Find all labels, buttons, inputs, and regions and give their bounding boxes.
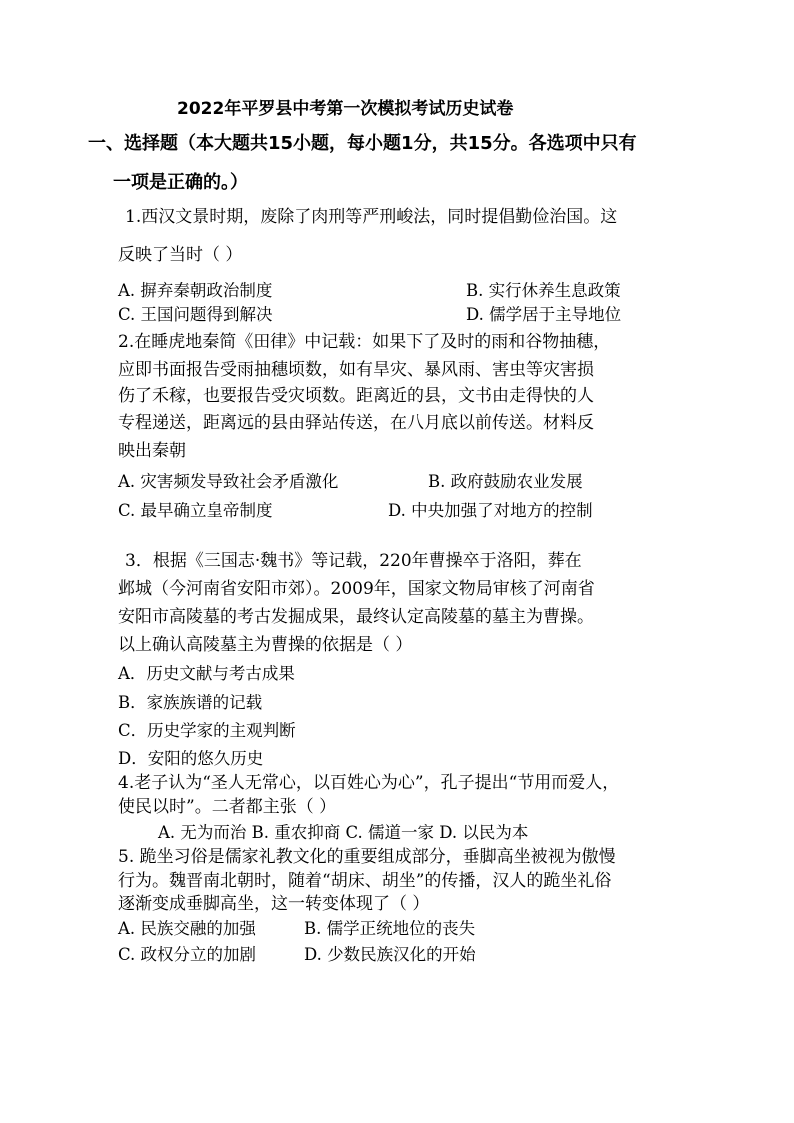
question-5-option-d: D. 少数民族汉化的开始 [304, 945, 476, 964]
question-1-line-2: 反映了当时（ ） [118, 245, 243, 265]
question-5-line-1: 5. 跪坐习俗是儒家礼教文化的重要组成部分，垂脚高坐被视为傲慢 [118, 847, 616, 867]
question-3-option-c: C．历史学家的主观判断 [118, 721, 296, 740]
question-4-options: A. 无为而治 B. 重农抑商 C. 儒道一家 D. 以民为本 [158, 823, 529, 842]
question-1-option-d: D. 儒学居于主导地位 [466, 305, 622, 324]
question-2-line-1: 2.在睡虎地秦简《田律》中记载：如果下了及时的雨和谷物抽穗， [118, 332, 611, 352]
question-4-line-2: 使民以时”。二者都主张（ ） [118, 797, 337, 817]
question-3-line-2: 邺城（今河南省安阳市郊）。2009年，国家文物局审核了河南省 [118, 579, 595, 599]
question-3-line-4: 以上确认高陵墓主为曹操的依据是（ ） [118, 635, 413, 655]
question-5-line-2: 行为。魏晋南北朝时，随着“胡床、胡坐”的传播，汉人的跪坐礼俗 [118, 871, 612, 891]
question-1-line-1: 1.西汉文景时期，废除了肉刑等严刑峻法，同时提倡勤俭治国。这 [125, 207, 618, 227]
question-2-option-a: A. 灾害频发导致社会矛盾激化 [118, 472, 339, 491]
question-2-line-3: 伤了禾稼，也要报告受灾顷数。距离近的县，文书由走得快的人 [118, 386, 594, 406]
question-3-line-1: 3．根据《三国志·魏书》等记载，220年曹操卒于洛阳，葬在 [125, 551, 582, 571]
exam-title: 2022年平罗县中考第一次模拟考试历史试卷 [177, 99, 514, 119]
question-5-option-b: B. 儒学正统地位的丧失 [304, 919, 476, 938]
question-5-option-a: A. 民族交融的加强 [118, 919, 256, 938]
question-4-line-1: 4.老子认为“圣人无常心，以百姓心为心”，孔子提出“节用而爱人， [118, 773, 620, 793]
section-heading-line-1: 一、选择题（本大题共15小题，每小题1分，共15分。各选项中只有 [88, 133, 637, 154]
question-3-option-d: D．安阳的悠久历史 [118, 749, 264, 768]
question-2-line-4: 专程递送，距离远的县由驿站传送，在八月底以前传送。材料反 [118, 413, 594, 433]
question-5-option-c: C. 政权分立的加剧 [118, 945, 257, 964]
question-3-line-3: 安阳市高陵墓的考古发掘成果，最终认定高陵墓的墓主为曹操。 [118, 607, 594, 627]
question-2-option-d: D. 中央加强了对地方的控制 [388, 501, 593, 520]
question-1-option-a: A. 摒弃秦朝政治制度 [118, 281, 273, 300]
question-2-line-5: 映出秦朝 [118, 441, 186, 461]
question-1-option-c: C. 王国问题得到解决 [118, 305, 273, 324]
question-2-line-2: 应即书面报告受雨抽穗顷数，如有旱灾、暴风雨、害虫等灾害损 [118, 360, 594, 380]
question-2-option-c: C. 最早确立皇帝制度 [118, 501, 273, 520]
question-2-option-b: B. 政府鼓励农业发展 [428, 472, 583, 491]
question-5-line-3: 逐渐变成垂脚高坐，这一转变体现了（ ） [118, 894, 430, 914]
section-heading-line-2: 一项是正确的。） [113, 172, 248, 193]
question-1-option-b: B. 实行休养生息政策 [466, 281, 621, 300]
question-3-option-a: A．历史文献与考古成果 [118, 664, 295, 683]
question-3-option-b: B．家族族谱的记载 [118, 693, 263, 712]
